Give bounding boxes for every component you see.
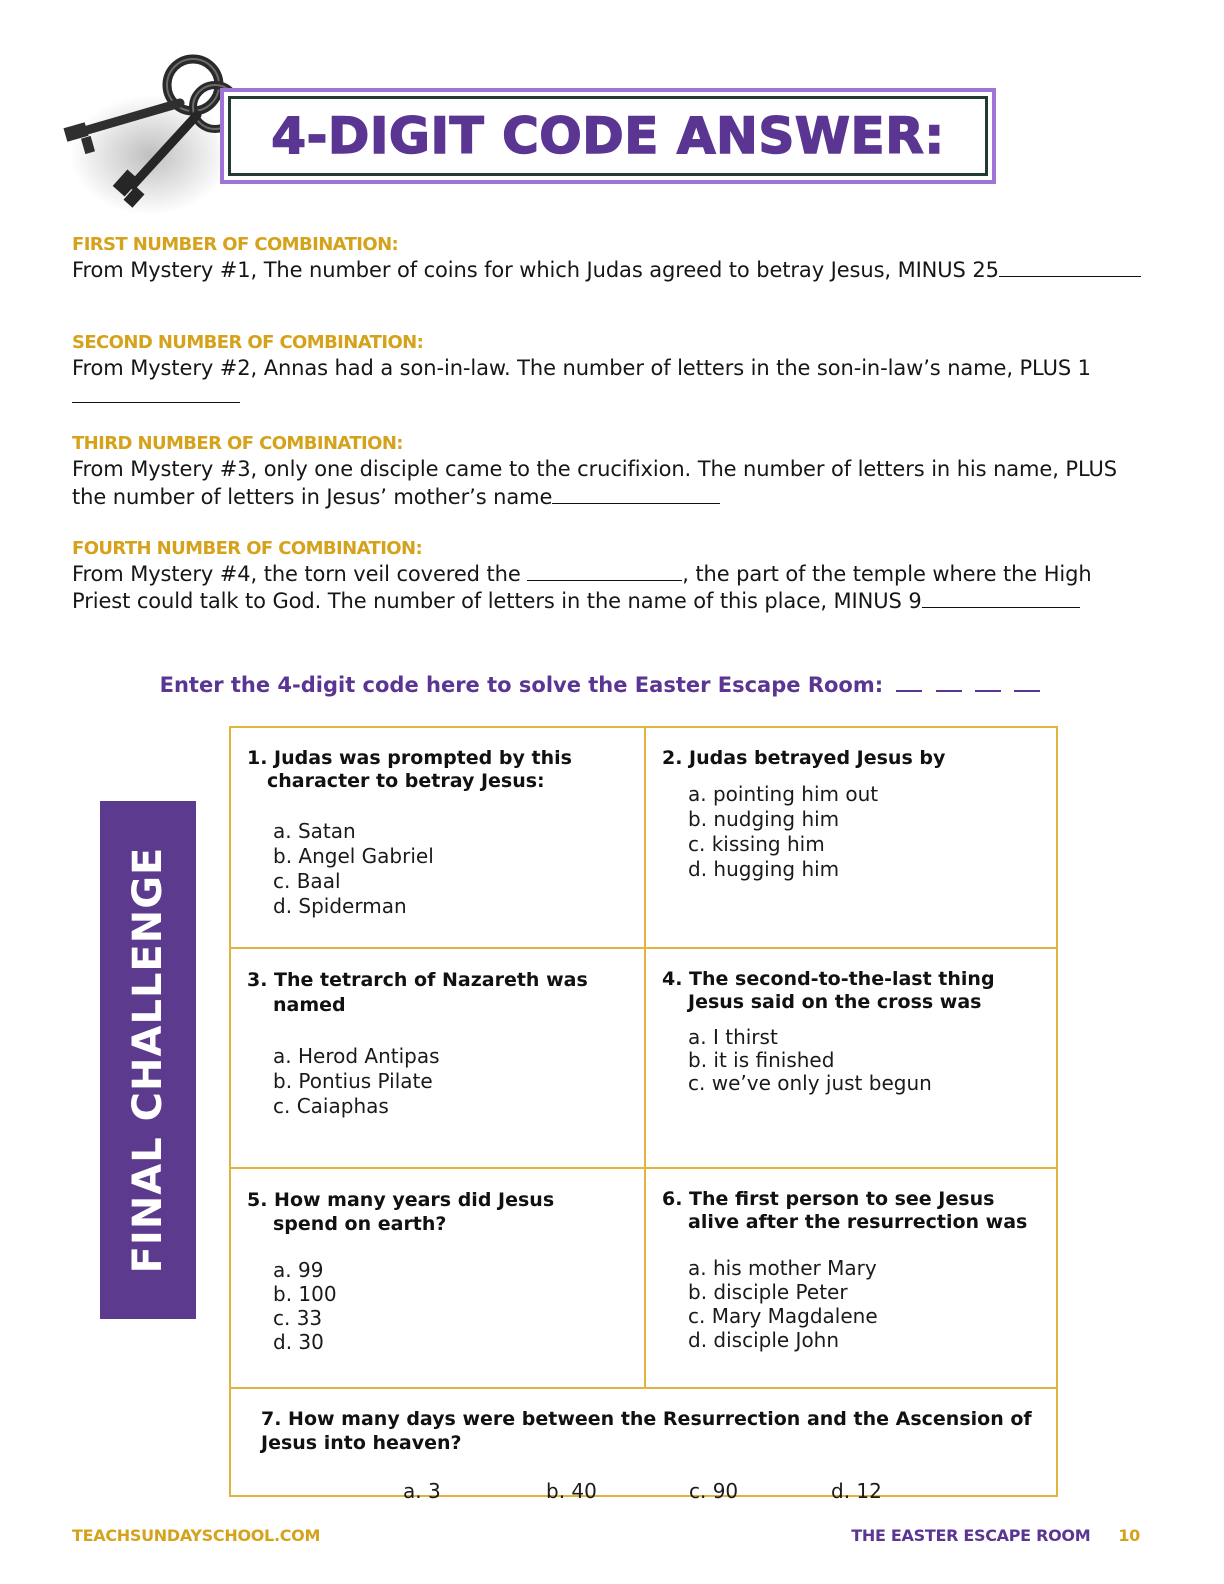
option[interactable]: d. hugging him [688,857,840,881]
enter-code-line [0,672,1200,697]
option[interactable]: a. Herod Antipas [273,1044,440,1068]
option[interactable]: b. nudging him [688,807,840,831]
option[interactable]: d. 30 [273,1330,324,1354]
code-digit-2[interactable] [936,672,962,692]
question-5-options [273,1258,577,1354]
option[interactable]: c. Mary Magdalene [688,1304,878,1328]
option[interactable]: d. 12 [831,1479,882,1503]
option[interactable]: c. Baal [273,869,341,893]
option[interactable]: c. we’ve only just begun [688,1071,932,1095]
question-2-options [688,782,1042,882]
first-combination-text [72,256,1147,284]
question-3 [247,968,592,1119]
second-combination-text [72,354,1147,410]
option[interactable]: b. disciple Peter [688,1280,848,1304]
footer-title-block [851,1526,1140,1545]
fourth-combination-heading: FOURTH NUMBER OF COMBINATION: [72,538,423,559]
option[interactable]: b. 40 [546,1479,597,1503]
fourth-combination-clue-start: From Mystery #4, the torn veil covered the [72,562,521,586]
option[interactable]: a. 99 [273,1258,324,1282]
option[interactable]: b. Pontius Pilate [273,1069,433,1093]
enter-code-label: Enter the 4-digit code here to solve the Easter Escape Room: [159,673,884,697]
answer-blank-4[interactable] [922,587,1080,608]
answer-blank-3[interactable] [552,483,720,504]
option[interactable]: b. Angel Gabriel [273,844,434,868]
title-inner-frame [228,96,988,176]
third-combination-text [72,455,1147,511]
grid-divider-vertical [644,728,646,1387]
option[interactable]: a. pointing him out [688,782,879,806]
third-combination-clue: From Mystery #3, only one disciple came to the crucifixion. The number of letters in his name, PLUS the number of letters in Jesus’ mother’s name [72,457,1117,509]
option[interactable]: c. 33 [273,1306,323,1330]
page-number: 10 [1118,1526,1140,1545]
question-5 [247,1188,577,1354]
option[interactable]: a. his mother Mary [688,1256,877,1280]
question-5-text: 5. How many years did Jesus spend on earth? [247,1189,555,1235]
option[interactable]: a. 3 [403,1479,441,1503]
option[interactable]: a. I thirst [688,1025,778,1049]
answer-blank-2[interactable] [72,382,240,403]
second-combination-clue: From Mystery #2, Annas had a son-in-law. The number of letters in the son-in-law’s name, PLUS 1 [72,356,1091,380]
option[interactable]: d. disciple John [688,1328,840,1352]
question-2 [662,747,1042,882]
question-7 [261,1407,1041,1503]
question-6-options [688,1256,1032,1352]
code-digit-3[interactable] [975,672,1001,692]
first-combination-clue: From Mystery #1, The number of coins for which Judas agreed to betray Jesus, MINUS 25 [72,258,999,282]
code-digit-1[interactable] [896,672,922,692]
answer-blank-1[interactable] [999,256,1141,277]
third-combination [72,433,1147,511]
option[interactable]: d. Spiderman [273,894,407,918]
question-6-text: 6. The first person to see Jesus alive after the resurrection was [662,1188,1028,1233]
option[interactable]: c. Caiaphas [273,1094,389,1118]
question-3-text: 3. The tetrarch of Nazareth was named [247,969,588,1016]
fourth-combination [72,538,1147,614]
question-6 [662,1188,1032,1352]
option[interactable]: a. Satan [273,819,356,843]
question-1 [247,747,617,919]
question-4-options [688,1026,1012,1095]
option[interactable]: b. 100 [273,1282,337,1306]
question-1-options [273,819,617,919]
question-4-text: 4. The second-to-the-last thing Jesus said on the cross was [662,968,995,1013]
first-combination [72,234,1147,284]
footer-title: THE EASTER ESCAPE ROOM [851,1526,1091,1545]
question-grid [229,726,1058,1503]
second-combination-heading: SECOND NUMBER OF COMBINATION: [72,332,424,353]
first-combination-heading: FIRST NUMBER OF COMBINATION: [72,234,399,255]
second-combination [72,332,1147,410]
title-box [220,88,996,184]
grid-divider-row-3 [231,1387,1056,1389]
code-digit-4[interactable] [1014,672,1040,692]
fourth-combination-clue-end: , the part of the temple where the High Priest could talk to God. The number of letters in the name of this place, MINUS 9 [72,562,1092,613]
final-challenge-label: FINAL CHALLENGE [125,846,171,1274]
third-combination-heading: THIRD NUMBER OF COMBINATION: [72,433,403,454]
question-2-text: 2. Judas betrayed Jesus by [662,747,946,769]
place-blank[interactable] [527,560,682,581]
question-4 [662,968,1012,1095]
grid-divider-row-2 [231,1167,1056,1169]
question-1-text: 1. Judas was prompted by this character to betray Jesus: [247,747,572,792]
fourth-combination-text [72,560,1147,614]
option[interactable]: c. kissing him [688,832,825,856]
footer-site[interactable]: TEACHSUNDAYSCHOOL.COM [72,1526,321,1545]
option[interactable]: b. it is finished [688,1048,835,1072]
question-7-text: 7. How many days were between the Resurrection and the Ascension of Jesus into heaven? [261,1408,1032,1454]
question-3-options [273,1044,592,1119]
grid-divider-row-1 [231,947,1056,949]
option[interactable]: c. 90 [689,1479,739,1503]
page-title: 4-DIGIT CODE ANSWER: [271,107,945,165]
final-challenge-banner [100,801,196,1319]
